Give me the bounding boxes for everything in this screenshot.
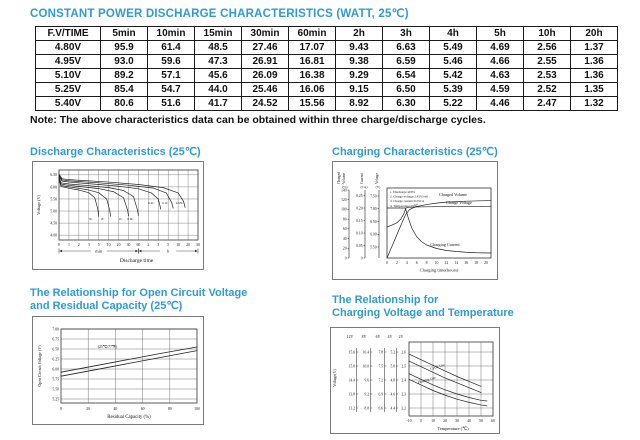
svg-text:5.0: 5.0 — [390, 364, 395, 369]
table-cell: 95.9 — [101, 41, 148, 55]
svg-text:100: 100 — [341, 207, 347, 212]
table-cell: 26.09 — [242, 69, 289, 83]
svg-text:4. Temperature:25℃: 4. Temperature:25℃ — [390, 203, 418, 208]
svg-text:10: 10 — [106, 243, 111, 247]
table-cell: 2.52 — [524, 83, 571, 97]
svg-text:1: 1 — [67, 243, 70, 247]
table-cell: 1.35 — [571, 83, 618, 97]
svg-text:h: h — [167, 248, 170, 254]
svg-text:9.2: 9.2 — [364, 392, 369, 397]
temp-title-line2: Charging Voltage and Temperature — [332, 307, 514, 319]
svg-text:20: 20 — [186, 243, 190, 247]
svg-text:Volume: Volume — [342, 172, 346, 184]
column-header: 4h — [430, 27, 477, 41]
table-cell: 4.59 — [477, 83, 524, 97]
table-cell: 2.47 — [524, 97, 571, 111]
table-row — [36, 69, 618, 83]
svg-text:Charging Current: Charging Current — [430, 242, 460, 247]
svg-text:50: 50 — [479, 419, 483, 423]
charging-chart — [333, 162, 497, 279]
svg-text:0: 0 — [60, 407, 62, 411]
table-cell: 8.92 — [336, 97, 383, 111]
table-cell: 4.69 — [477, 41, 524, 55]
svg-text:15.0: 15.0 — [348, 364, 355, 369]
svg-text:Open Circuit Voltage (V): Open Circuit Voltage (V) — [37, 345, 42, 387]
table-cell: 5.22 — [430, 97, 477, 111]
table-cell: 51.6 — [148, 97, 195, 111]
svg-text:3C: 3C — [88, 217, 93, 222]
svg-text:10.4: 10.4 — [362, 350, 369, 355]
svg-text:(25℃/77℉): (25℃/77℉) — [97, 345, 117, 350]
svg-text:14.4: 14.4 — [348, 378, 355, 383]
svg-text:4.8: 4.8 — [390, 378, 395, 383]
svg-text:60: 60 — [342, 227, 347, 232]
svg-text:0.2C: 0.2C — [148, 200, 155, 205]
table-cell: 57.1 — [148, 69, 195, 83]
table-cell: 4.66 — [477, 55, 524, 69]
ocv-section-title — [30, 287, 247, 313]
svg-text:40: 40 — [113, 407, 118, 411]
svg-text:8V: 8V — [361, 335, 367, 339]
table-cell: 4.95V — [36, 55, 101, 69]
table-cell: 24.52 — [242, 97, 289, 111]
svg-text:Charging time(hours): Charging time(hours) — [419, 267, 459, 273]
svg-text:2C: 2C — [100, 217, 105, 222]
svg-text:5.00: 5.00 — [50, 209, 57, 214]
svg-text:2. Charge voltage:2.45V/cell: 2. Charge voltage:2.45V/cell — [390, 194, 429, 199]
table-cell: 89.2 — [101, 69, 148, 83]
table-cell: 54.7 — [148, 83, 195, 97]
table-cell: 5.39 — [430, 83, 477, 97]
svg-text:6.50: 6.50 — [52, 347, 59, 352]
svg-text:Voltage (V): Voltage (V) — [36, 194, 41, 216]
table-cell: 6.63 — [383, 41, 430, 55]
svg-text:7.8: 7.8 — [378, 350, 383, 355]
svg-text:0: 0 — [58, 243, 60, 247]
svg-text:0.1C: 0.1C — [162, 200, 169, 205]
column-header: 3h — [383, 27, 430, 41]
svg-text:5.50: 5.50 — [50, 197, 57, 202]
svg-text:2: 2 — [77, 243, 80, 247]
table-cell: 9.15 — [336, 83, 383, 97]
table-cell: 93.0 — [101, 55, 148, 69]
svg-text:10: 10 — [434, 261, 439, 265]
svg-text:0.10: 0.10 — [356, 231, 363, 236]
table-cell: 47.3 — [195, 55, 242, 69]
svg-text:Current: Current — [360, 173, 364, 184]
svg-text:12V: 12V — [346, 335, 354, 339]
svg-text:4.6: 4.6 — [390, 392, 395, 397]
table-cell: 5.42 — [430, 69, 477, 83]
svg-text:12: 12 — [444, 261, 449, 265]
table-header-row — [36, 27, 618, 41]
table-cell: 85.4 — [101, 83, 148, 97]
svg-text:Charged Volume: Charged Volume — [438, 192, 468, 197]
svg-text:0: 0 — [344, 256, 347, 261]
table-cell: 25.46 — [242, 83, 289, 97]
svg-text:6: 6 — [415, 261, 418, 265]
svg-text:Voltage: Voltage — [375, 173, 379, 184]
svg-text:13.8: 13.8 — [348, 392, 355, 397]
column-header: 5min — [101, 27, 148, 41]
svg-text:6.25: 6.25 — [52, 357, 59, 362]
column-header: F.V/TIME — [36, 27, 101, 41]
table-cell: 5.40V — [36, 97, 101, 111]
table-cell: 6.30 — [383, 97, 430, 111]
svg-text:Voltage(V): Voltage(V) — [332, 369, 337, 387]
svg-text:6.50: 6.50 — [50, 173, 57, 178]
svg-text:4V: 4V — [387, 335, 393, 339]
svg-text:0: 0 — [360, 256, 363, 261]
svg-text:2.2: 2.2 — [401, 406, 406, 411]
ocv-figure — [32, 316, 204, 425]
column-header: 60min — [289, 27, 336, 41]
discharge-chart — [33, 162, 203, 269]
svg-text:0.05C: 0.05C — [175, 200, 184, 205]
svg-text:2: 2 — [395, 261, 398, 265]
svg-text:8.8: 8.8 — [364, 406, 369, 411]
table-cell: 41.7 — [195, 97, 242, 111]
svg-text:Charge Voltage: Charge Voltage — [446, 200, 472, 205]
table-cell: 5.25V — [36, 83, 101, 97]
svg-text:6.75: 6.75 — [52, 337, 59, 342]
svg-text:80: 80 — [167, 407, 172, 411]
table-cell: 17.07 — [289, 41, 336, 55]
svg-text:4: 4 — [405, 261, 408, 265]
temp-chart — [331, 328, 499, 433]
svg-text:(%): (%) — [342, 185, 348, 189]
column-header: 30min — [242, 27, 289, 41]
svg-text:1C: 1C — [118, 217, 123, 222]
column-header: 2h — [336, 27, 383, 41]
table-cell: 2.56 — [524, 41, 571, 55]
svg-text:3. Charge current:0.25CA: 3. Charge current:0.25CA — [390, 199, 425, 204]
page-title: CONSTANT POWER DISCHARGE CHARACTERISTICS (WATT, 25℃) — [30, 8, 409, 20]
charging-section-title: Charging Characteristics (25℃) — [332, 146, 498, 158]
svg-text:5.50: 5.50 — [370, 245, 377, 250]
svg-text:60: 60 — [136, 243, 141, 247]
svg-text:15.6: 15.6 — [348, 350, 355, 355]
svg-text:20: 20 — [342, 246, 347, 251]
svg-text:14: 14 — [454, 261, 459, 265]
svg-text:-10: -10 — [406, 419, 412, 423]
svg-text:Cycle Use: Cycle Use — [429, 362, 446, 371]
charging-figure — [332, 161, 498, 280]
column-header: 10h — [524, 27, 571, 41]
svg-text:3: 3 — [157, 243, 160, 247]
svg-text:6.00: 6.00 — [370, 232, 377, 237]
svg-text:5.50: 5.50 — [52, 387, 59, 392]
svg-text:6.00: 6.00 — [52, 367, 59, 372]
svg-text:6.9: 6.9 — [378, 392, 383, 397]
ocv-title-line2: and Residual Capacity (25℃) — [30, 300, 183, 312]
svg-text:13.2: 13.2 — [348, 406, 355, 411]
svg-text:(CA): (CA) — [360, 185, 368, 189]
svg-text:Temperature (℃): Temperature (℃) — [437, 426, 469, 431]
svg-text:30: 30 — [126, 243, 131, 247]
svg-text:10: 10 — [431, 419, 435, 423]
svg-text:120: 120 — [341, 198, 347, 203]
svg-text:1. Discharge:100%: 1. Discharge:100% — [390, 190, 416, 194]
svg-text:Discharge time: Discharge time — [119, 258, 154, 264]
svg-text:18: 18 — [474, 261, 479, 265]
table-note: Note: The above characteristics data can be obtained within three charge/discharge cycles. — [30, 114, 486, 126]
table-cell: 4.63 — [477, 69, 524, 83]
svg-text:0.25: 0.25 — [356, 193, 363, 198]
table-cell: 44.0 — [195, 83, 242, 97]
svg-text:5.75: 5.75 — [52, 377, 59, 382]
svg-text:0.15: 0.15 — [356, 218, 363, 223]
svg-text:2.5: 2.5 — [401, 364, 406, 369]
svg-text:0: 0 — [386, 261, 388, 265]
svg-text:6.00: 6.00 — [50, 185, 57, 190]
svg-text:7.2: 7.2 — [378, 378, 383, 383]
table-row — [36, 55, 618, 69]
temp-figure — [330, 327, 500, 434]
table-cell: 5.49 — [430, 41, 477, 55]
table-cell: 1.36 — [571, 69, 618, 83]
table-cell: 6.54 — [383, 69, 430, 83]
column-header: 5h — [477, 27, 524, 41]
table-cell: 26.91 — [242, 55, 289, 69]
svg-text:10: 10 — [176, 243, 181, 247]
svg-text:6.50: 6.50 — [370, 219, 377, 224]
svg-text:2.4: 2.4 — [401, 378, 406, 383]
table-cell: 16.81 — [289, 55, 336, 69]
table-cell: 2.53 — [524, 69, 571, 83]
svg-text:60: 60 — [140, 407, 145, 411]
table-cell: 4.46 — [477, 97, 524, 111]
table-cell: 6.59 — [383, 55, 430, 69]
svg-text:40: 40 — [467, 419, 471, 423]
table-cell: 27.46 — [242, 41, 289, 55]
svg-text:7.5: 7.5 — [378, 364, 383, 369]
svg-text:0.05: 0.05 — [356, 243, 363, 248]
svg-text:2: 2 — [147, 243, 150, 247]
svg-text:4.4: 4.4 — [390, 406, 395, 411]
svg-text:16: 16 — [464, 261, 469, 265]
table-cell: 61.4 — [148, 41, 195, 55]
discharge-figure — [32, 161, 204, 270]
svg-text:60: 60 — [491, 419, 495, 423]
table-cell: 59.6 — [148, 55, 195, 69]
svg-text:9.6: 9.6 — [364, 378, 369, 383]
svg-text:20: 20 — [86, 407, 91, 411]
svg-text:40: 40 — [342, 236, 347, 241]
column-header: 10min — [148, 27, 195, 41]
svg-text:5: 5 — [97, 243, 100, 247]
table-cell: 45.6 — [195, 69, 242, 83]
ocv-title-line1: The Relationship for Open Circuit Voltage — [30, 287, 248, 299]
svg-text:3: 3 — [87, 243, 90, 247]
svg-text:Residual Capacity (%): Residual Capacity (%) — [107, 415, 151, 420]
svg-text:0.20: 0.20 — [356, 206, 363, 211]
table-row — [36, 97, 618, 111]
column-header: 15min — [195, 27, 242, 41]
svg-text:6.6: 6.6 — [378, 406, 383, 411]
table-cell: 9.43 — [336, 41, 383, 55]
svg-text:5: 5 — [167, 243, 170, 247]
svg-text:20: 20 — [484, 261, 488, 265]
table-row — [36, 83, 618, 97]
svg-text:30: 30 — [196, 243, 200, 247]
temp-title-line1: The Relationship for — [332, 294, 439, 306]
svg-text:6V: 6V — [375, 335, 381, 339]
svg-text:7.00: 7.00 — [370, 207, 377, 212]
svg-text:2V: 2V — [398, 335, 404, 339]
svg-text:0.6C: 0.6C — [127, 217, 134, 222]
svg-text:Floating Use: Floating Use — [417, 375, 437, 385]
svg-text:20: 20 — [443, 419, 447, 423]
svg-text:10.0: 10.0 — [362, 364, 369, 369]
svg-text:2.3: 2.3 — [401, 392, 406, 397]
svg-text:100: 100 — [194, 407, 200, 411]
svg-text:7.00: 7.00 — [52, 327, 59, 332]
svg-text:Charged: Charged — [337, 171, 341, 184]
table-cell: 80.6 — [101, 97, 148, 111]
svg-text:0: 0 — [420, 419, 422, 423]
svg-text:140: 140 — [341, 188, 347, 193]
table-cell: 5.10V — [36, 69, 101, 83]
table-cell: 16.06 — [289, 83, 336, 97]
svg-text:4.50: 4.50 — [50, 221, 57, 226]
table-cell: 9.38 — [336, 55, 383, 69]
table-cell: 4.80V — [36, 41, 101, 55]
table-cell: 15.56 — [289, 97, 336, 111]
svg-text:min: min — [95, 248, 103, 254]
table-cell: 5.46 — [430, 55, 477, 69]
svg-text:5.2: 5.2 — [390, 350, 395, 355]
temp-section-title — [332, 294, 514, 320]
table-cell: 48.5 — [195, 41, 242, 55]
table-cell: 1.37 — [571, 41, 618, 55]
table-cell: 6.50 — [383, 83, 430, 97]
table-cell: 9.29 — [336, 69, 383, 83]
table-cell: 16.38 — [289, 69, 336, 83]
svg-text:2.6: 2.6 — [401, 350, 406, 355]
column-header: 20h — [571, 27, 618, 41]
svg-text:(V): (V) — [375, 185, 381, 189]
svg-text:7.50: 7.50 — [370, 194, 377, 199]
table-cell: 2.55 — [524, 55, 571, 69]
svg-text:30: 30 — [455, 419, 459, 423]
constant-power-table — [35, 26, 618, 111]
svg-text:20: 20 — [116, 243, 121, 247]
svg-text:80: 80 — [342, 217, 347, 222]
svg-text:4.00: 4.00 — [50, 233, 57, 238]
table-cell: 1.36 — [571, 55, 618, 69]
svg-text:5.25: 5.25 — [52, 397, 59, 402]
table-cell: 1.32 — [571, 97, 618, 111]
discharge-section-title: Discharge Characteristics (25℃) — [30, 146, 201, 158]
ocv-chart — [33, 317, 203, 424]
svg-text:8: 8 — [425, 261, 428, 265]
table-row — [36, 41, 618, 55]
